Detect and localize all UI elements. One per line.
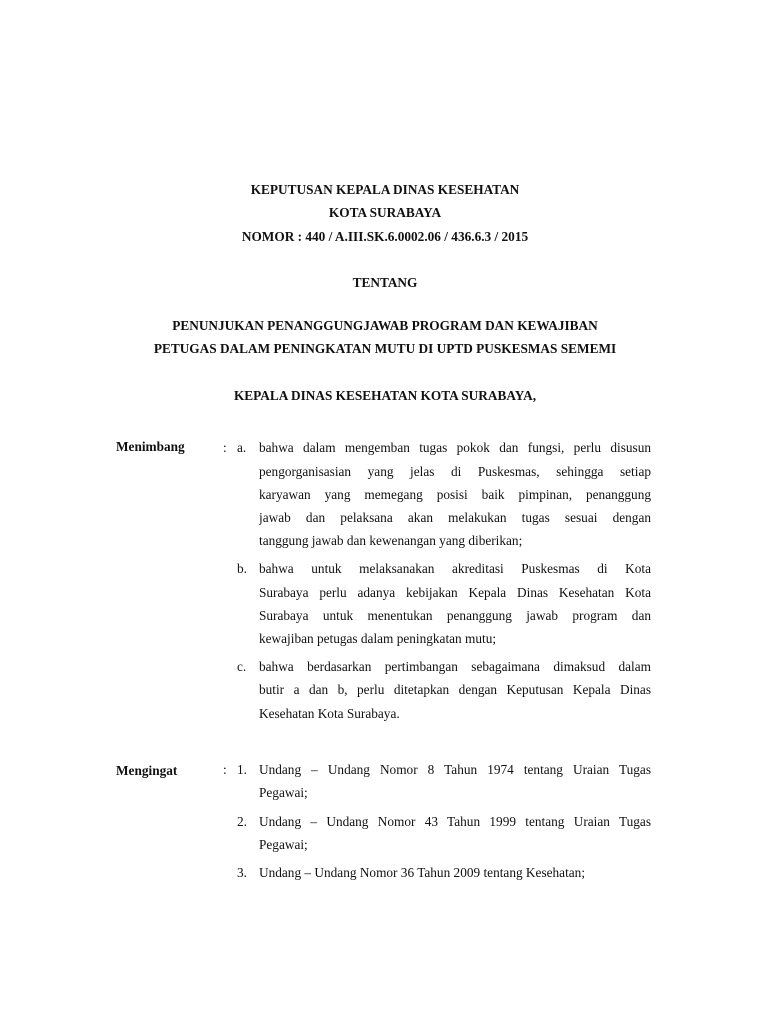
decree-title-line1: KEPUTUSAN KEPALA DINAS KESEHATAN [250, 182, 520, 197]
mengingat-marker-1: 1. [237, 762, 247, 777]
decree-number: NOMOR : 440 / A.III.SK.6.0002.06 / 436.6.3 / 2015 [241, 229, 529, 244]
menimbang-a-line2: pengorganisasian yang jelas di Puskesmas, sehingga setiap [259, 464, 651, 479]
menimbang-c-line2: butir a dan b, perlu ditetapkan dengan Keputusan Kepala Dinas [259, 682, 651, 697]
subject-line2: PETUGAS DALAM PENINGKATAN MUTU DI UPTD PUSKESMAS SEMEMI [153, 341, 617, 356]
mengingat-colon: : [223, 762, 227, 777]
about-heading: TENTANG [352, 275, 418, 290]
mengingat-1-line2: Pegawai; [259, 785, 308, 800]
menimbang-a-line5: tanggung jawab dan kewenangan yang diberikan; [259, 533, 523, 548]
menimbang-b-line2: Surabaya perlu adanya kebijakan Kepala Dinas Kesehatan Kota [259, 585, 651, 600]
menimbang-c-line1: bahwa berdasarkan pertimbangan sebagaimana dimaksud dalam [259, 659, 651, 674]
menimbang-marker-a: a. [237, 440, 247, 455]
mengingat-marker-3: 3. [237, 865, 247, 880]
subject-line1: PENUNJUKAN PENANGGUNGJAWAB PROGRAM DAN KEWAJIBAN [172, 318, 598, 333]
mengingat-marker-2: 2. [237, 814, 247, 829]
menimbang-a-line1: bahwa dalam mengemban tugas pokok dan fungsi, perlu disusun [259, 440, 651, 455]
menimbang-marker-b: b. [237, 561, 247, 576]
menimbang-b-line3: Surabaya untuk menentukan penanggung jawab program dan [259, 608, 651, 623]
menimbang-colon: : [223, 440, 227, 455]
menimbang-a-line3: karyawan yang memegang posisi baik pimpinan, penanggung [259, 487, 651, 502]
official-title: KEPALA DINAS KESEHATAN KOTA SURABAYA, [233, 388, 537, 403]
mengingat-2-line1: Undang – Undang Nomor 43 Tahun 1999 tentang Uraian Tugas [259, 814, 651, 829]
menimbang-c-line3: Kesehatan Kota Surabaya. [259, 706, 400, 721]
menimbang-label: Menimbang [116, 439, 185, 454]
mengingat-3-line1: Undang – Undang Nomor 36 Tahun 2009 tentang Kesehatan; [259, 865, 586, 880]
mengingat-2-line2: Pegawai; [259, 837, 308, 852]
menimbang-b-line4: kewajiban petugas dalam peningkatan mutu; [259, 631, 497, 646]
menimbang-a-line4: jawab dan pelaksana akan melakukan tugas sesuai dengan [259, 510, 651, 525]
menimbang-marker-c: c. [237, 659, 247, 674]
mengingat-label: Mengingat [116, 763, 178, 778]
mengingat-1-line1: Undang – Undang Nomor 8 Tahun 1974 tentang Uraian Tugas [259, 762, 651, 777]
decree-title-line2: KOTA SURABAYA [328, 205, 442, 220]
menimbang-b-line1: bahwa untuk melaksanakan akreditasi Puskesmas di Kota [259, 561, 651, 576]
